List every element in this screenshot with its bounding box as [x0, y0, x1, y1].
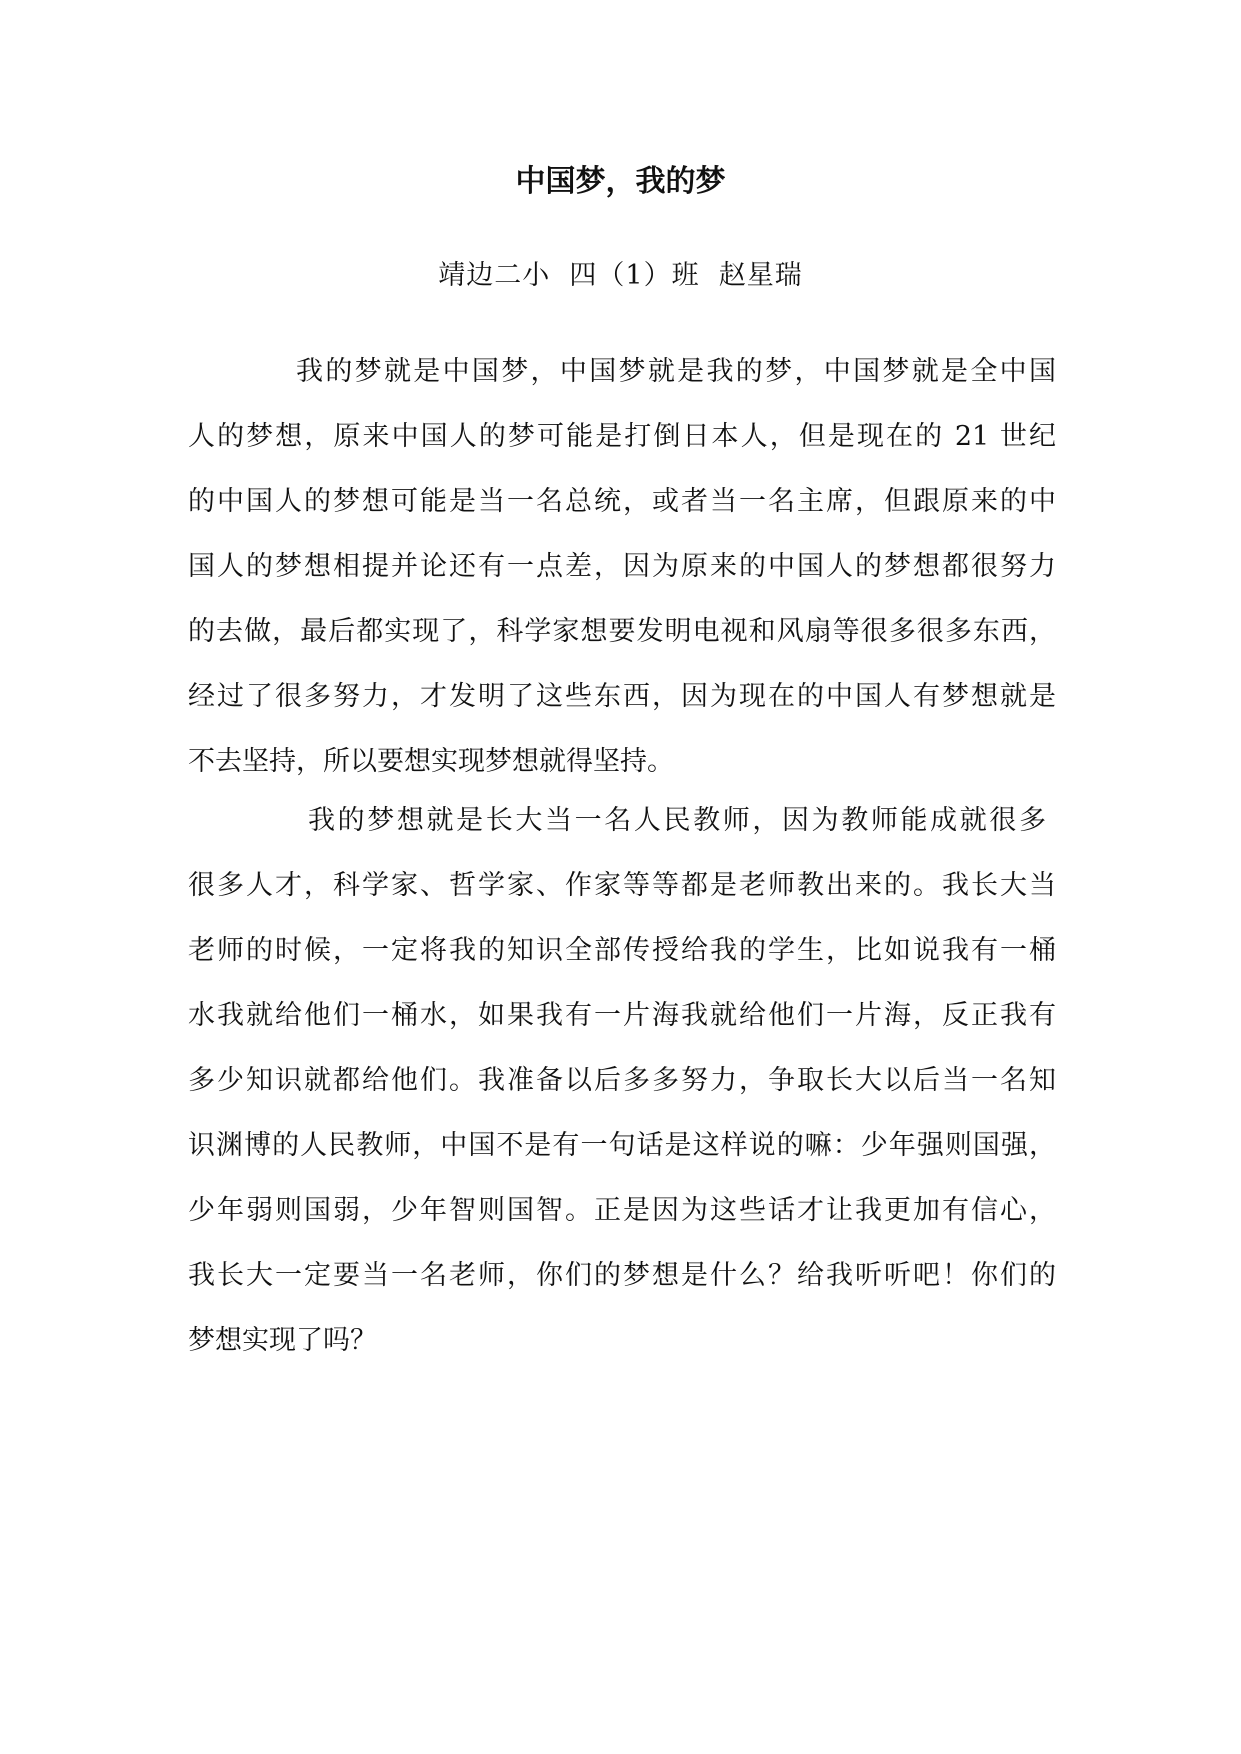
- paragraph-line: 我长大一定要当一名老师，你们的梦想是什么？给我听听吧！你们的: [188, 1260, 1056, 1291]
- paragraph-line: 梦想实现了吗？: [188, 1325, 377, 1356]
- paragraph-line: 识渊博的人民教师，中国不是有一句话是这样说的嘛：少年强则国强，: [188, 1130, 1056, 1161]
- byline-author: 赵星瑞: [718, 260, 803, 291]
- byline: [0, 256, 1241, 296]
- paragraph-line: 人的梦想，原来中国人的梦可能是打倒日本人，但是现在的 21 世纪: [188, 421, 1056, 452]
- paragraph-line: 水我就给他们一桶水，如果我有一片海我就给他们一片海，反正我有: [188, 1000, 1056, 1031]
- paragraph-line: 少年弱则国弱，少年智则国智。正是因为这些话才让我更加有信心，: [188, 1195, 1056, 1226]
- byline-class: 四（1）班: [569, 260, 700, 291]
- paragraph-line: 老师的时候，一定将我的知识全部传授给我的学生，比如说我有一桶: [188, 935, 1056, 966]
- paragraph-line: 经过了很多努力，才发明了这些东西，因为现在的中国人有梦想就是: [188, 681, 1056, 712]
- paragraph-line: 我的梦就是中国梦，中国梦就是我的梦，中国梦就是全中国: [296, 356, 1056, 387]
- paragraph-line: 我的梦想就是长大当一名人民教师，因为教师能成就很多: [308, 805, 1046, 836]
- paragraph-line: 多少知识就都给他们。我准备以后多多努力，争取长大以后当一名知: [188, 1065, 1056, 1096]
- byline-school: 靖边二小: [438, 260, 551, 291]
- paragraph-line: 不去坚持，所以要想实现梦想就得坚持。: [188, 746, 674, 777]
- paragraph-1: [188, 339, 1056, 794]
- paragraph-line: 很多人才，科学家、哲学家、作家等等都是老师教出来的。我长大当: [188, 870, 1056, 901]
- paragraph-line: 的中国人的梦想可能是当一名总统，或者当一名主席，但跟原来的中: [188, 486, 1056, 517]
- paragraph-2: [188, 788, 1056, 1373]
- document-title: 中国梦，我的梦: [515, 164, 726, 199]
- paragraph-line: 的去做，最后都实现了，科学家想要发明电视和风扇等很多很多东西，: [188, 616, 1056, 647]
- paragraph-line: 国人的梦想相提并论还有一点差，因为原来的中国人的梦想都很努力: [188, 551, 1056, 582]
